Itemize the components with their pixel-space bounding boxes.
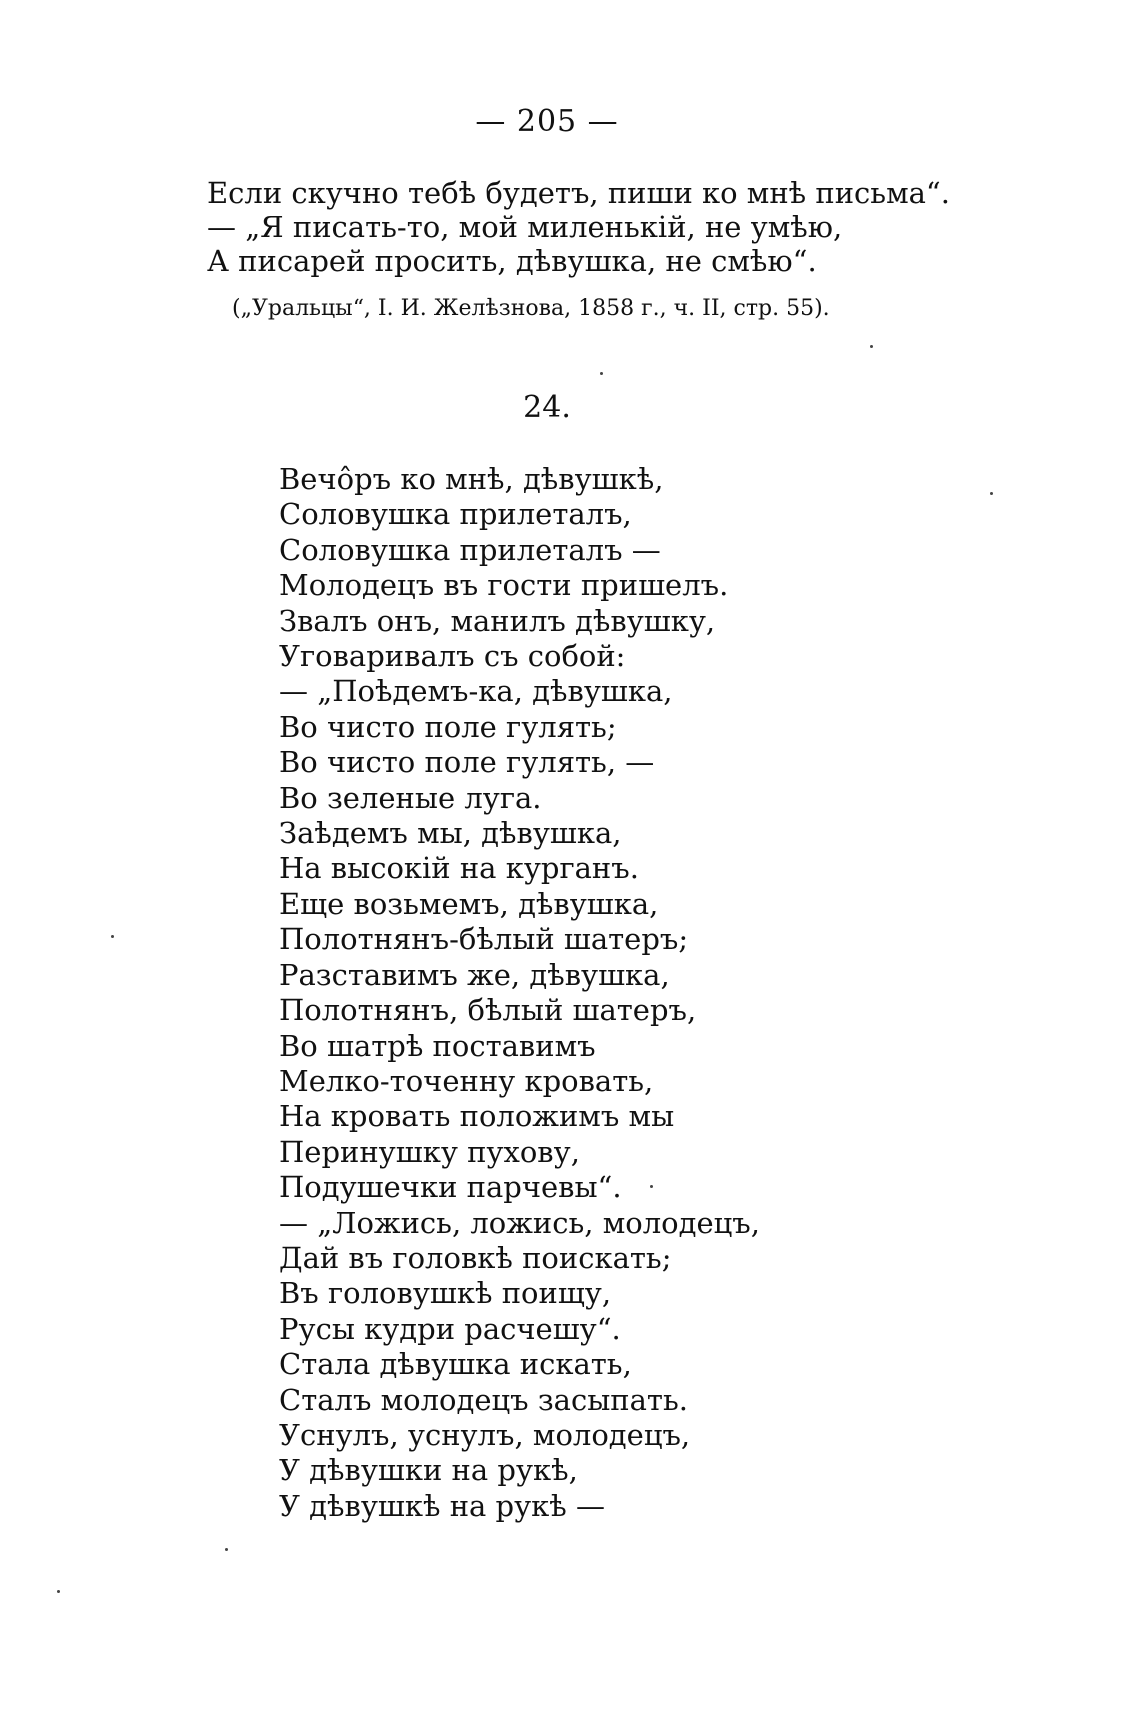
scan-speck	[57, 1590, 60, 1593]
poem-line: Въ головушкѣ поищу,	[279, 1276, 612, 1311]
poem-line: На кровать положимъ мы	[279, 1099, 675, 1134]
stanza-line: — „Я писать-то, мой миленькій, не умѣю,	[207, 210, 843, 244]
poem-line: Дай въ головкѣ поискать;	[279, 1240, 672, 1275]
scan-speck	[990, 492, 993, 495]
poem-line: Соловушка прилеталъ —	[279, 532, 661, 567]
poem-line: У дѣвушкѣ на рукѣ —	[279, 1488, 605, 1523]
poem-line: Соловушка прилеталъ,	[279, 497, 632, 532]
citation: („Уральцы“, I. И. Желѣзнова, 1858 г., ч. II, стр. 55).	[232, 296, 830, 321]
section-number: 24.	[523, 390, 571, 425]
poem-line: Вечо̂ръ ко мнѣ, дѣвушкѣ,	[279, 462, 664, 496]
scan-speck	[600, 372, 603, 375]
poem-line: Во зеленые луга.	[279, 780, 542, 815]
poem-line: Подушечки парчевы“.	[279, 1170, 622, 1205]
poem-line: Мелко-точенну кровать,	[279, 1063, 654, 1098]
poem	[279, 462, 760, 1524]
poem-line: Еще возьмемъ, дѣвушка,	[279, 886, 659, 921]
scan-speck	[650, 1185, 653, 1188]
stanza-line: А писарей просить, дѣвушка, не смѣю“.	[207, 244, 817, 278]
poem-line: Звалъ онъ, манилъ дѣвушку,	[279, 603, 716, 638]
poem-line: — „Поѣдемъ-ка, дѣвушка,	[279, 674, 673, 709]
poem-line: Полотнянъ, бѣлый шатеръ,	[279, 993, 697, 1028]
top-stanza	[207, 176, 950, 278]
stanza-line: Если скучно тебѣ будетъ, пиши ко мнѣ письма“.	[207, 176, 950, 210]
scan-speck	[111, 935, 114, 938]
scan-speck	[870, 345, 873, 348]
poem-line: Стала дѣвушка искать,	[279, 1347, 632, 1382]
poem-line: Уговаривалъ съ собой:	[279, 639, 626, 674]
scan-speck	[225, 1548, 228, 1551]
poem-line: У дѣвушки на рукѣ,	[279, 1453, 578, 1488]
poem-line: Сталъ молодецъ засыпать.	[279, 1382, 688, 1417]
poem-line: Перинушку пухову,	[279, 1134, 580, 1169]
poem-line: На высокій на курганъ.	[279, 851, 639, 886]
poem-line: Во чисто поле гулять, —	[279, 745, 655, 780]
poem-line: Уснулъ, уснулъ, молодецъ,	[279, 1417, 691, 1452]
poem-line: — „Ложись, ложись, молодецъ,	[279, 1205, 760, 1240]
poem-line: Заѣдемъ мы, дѣвушка,	[279, 816, 622, 851]
poem-line: Молодецъ въ гости пришелъ.	[279, 568, 729, 603]
poem-line: Полотнянъ-бѣлый шатеръ;	[279, 922, 689, 957]
poem-line: Во чисто поле гулять;	[279, 709, 617, 744]
poem-line: Во шатрѣ поставимъ	[279, 1028, 596, 1063]
poem-line: Разставимъ же, дѣвушка,	[279, 957, 670, 992]
poem-line: Русы кудри расчешу“.	[279, 1311, 621, 1346]
page-number: — 205 —	[475, 104, 619, 139]
